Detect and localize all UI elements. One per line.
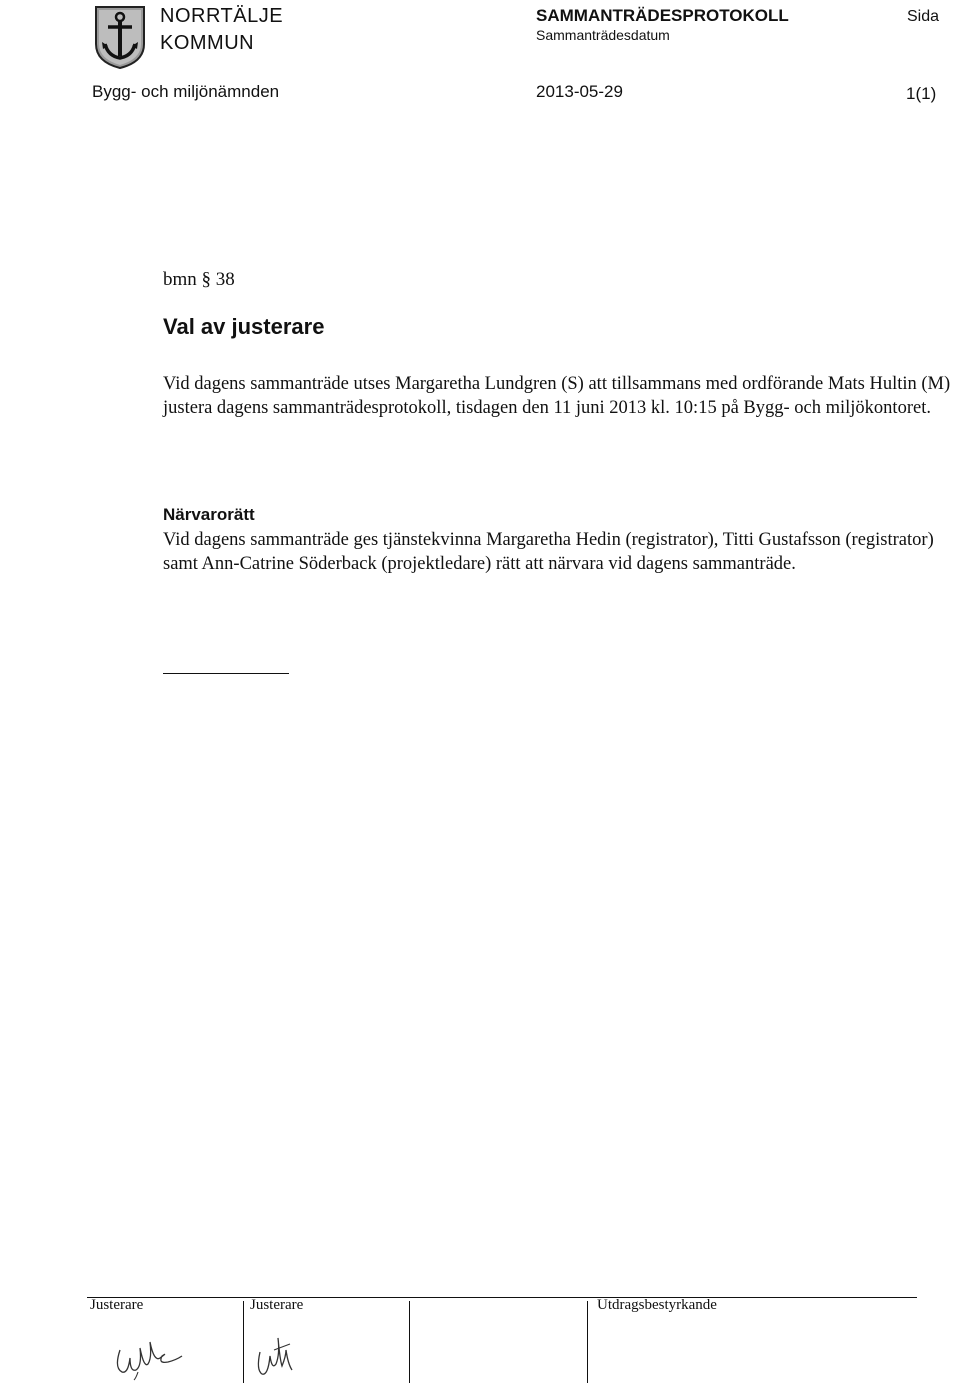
- page-label: Sida: [907, 8, 940, 25]
- footer-rule: [87, 1297, 917, 1298]
- footer-signer-2-label: Justerare: [250, 1297, 304, 1313]
- footer-divider: [243, 1301, 244, 1383]
- subheading: Närvarorätt: [163, 505, 255, 524]
- paragraph-number: bmn § 38: [163, 269, 235, 290]
- footer-divider: [587, 1301, 588, 1383]
- footer-divider: [409, 1301, 410, 1383]
- org-name-line2: KOMMUN: [160, 32, 255, 54]
- date-label: Sammanträdesdatum: [536, 27, 670, 43]
- footer-certification-label: Utdragsbestyrkande: [597, 1297, 717, 1313]
- section-title: Val av justerare: [163, 314, 325, 339]
- footer-signer-1-label: Justerare: [90, 1297, 144, 1313]
- signature-1: [110, 1328, 190, 1382]
- document-type: SAMMANTRÄDESPROTOKOLL: [536, 6, 789, 25]
- end-rule: [163, 673, 289, 674]
- meeting-date: 2013-05-29: [536, 82, 623, 101]
- section-body: Vid dagens sammanträde utses Margaretha Lundgren (S) att tillsammans med ordförande Mats Hultin (M) justera dagens sammanträdesprotokoll, tisdagen den 11 juni 2013 kl. 10:15 på Bygg- och miljökontoret.: [163, 374, 951, 418]
- coat-of-arms-logo: [93, 4, 147, 70]
- page-number: 1(1): [906, 84, 937, 103]
- org-name-line1: NORRTÄLJE: [160, 5, 284, 27]
- board-name: Bygg- och miljönämnden: [92, 82, 280, 101]
- subsection-body: Vid dagens sammanträde ges tjänstekvinna Margaretha Hedin (registrator), Titti Gustafsson (registrator) samt Ann-Catrine Söderback (projektledare) rätt att närvara vid dagens sammanträde.: [163, 530, 934, 574]
- signature-2: [252, 1330, 300, 1382]
